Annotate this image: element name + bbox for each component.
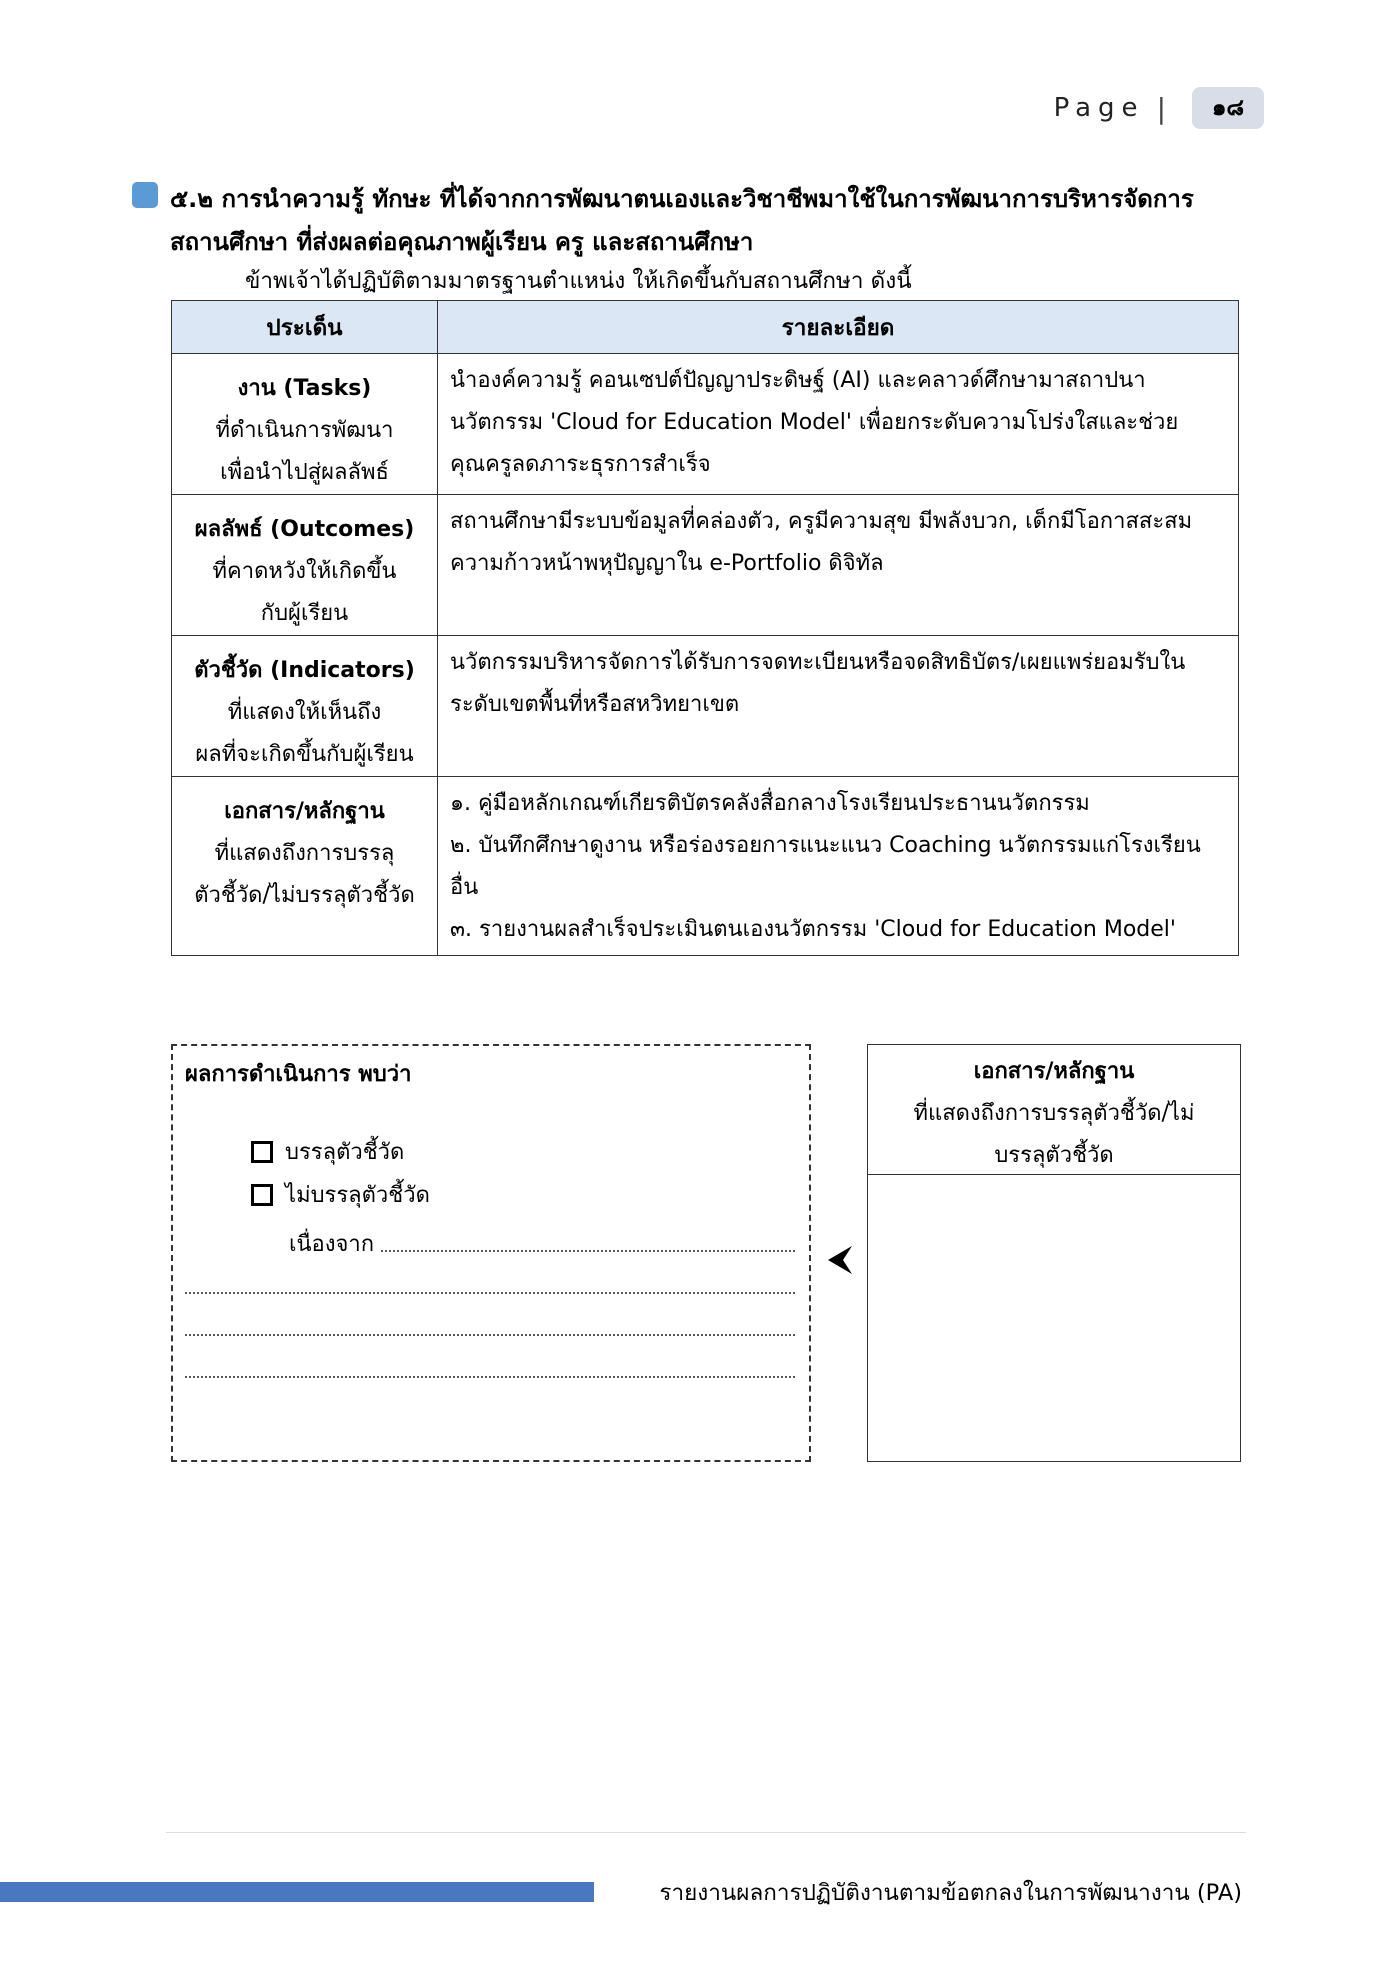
table-row	[172, 636, 1239, 777]
evidence-header	[868, 1045, 1240, 1175]
evidence-item: ๓. รายงานผลสำเร็จประเมินตนเองนวัตกรรม 'Cloud for Education Model'	[450, 917, 1176, 942]
topic-title: เอกสาร/หลักฐาน	[224, 799, 385, 824]
page-separator: |	[1156, 91, 1166, 125]
table-row	[172, 354, 1239, 495]
detail-cell: สถานศึกษามีระบบข้อมูลที่คล่องตัว, ครูมีความสุข มีพลังบวก, เด็กมีโอกาสสะสมความก้าวหน้าพหุปัญญาใน e-Portfolio ดิจิทัล	[438, 495, 1239, 636]
footer-text: รายงานผลการปฏิบัติงานตามข้อตกลงในการพัฒนางาน (PA)	[659, 1880, 1242, 1906]
topic-sub: ที่ดำเนินการพัฒนา	[215, 418, 394, 443]
section-heading: ๕.๒ การนำความรู้ ทักษะ ที่ได้จากการพัฒนาตนเองและวิชาชีพมาใช้ในการพัฒนาการบริหารจัดการสถานศึกษา ที่ส่งผลต่อคุณภาพผู้เรียน ครู และสถานศึกษา	[170, 185, 1194, 256]
evidence-content-area[interactable]	[868, 1175, 1240, 1461]
page-label: Page	[1053, 93, 1145, 123]
criteria-table	[171, 300, 1239, 956]
topic-cell	[172, 354, 438, 495]
fill-line[interactable]	[185, 1374, 795, 1378]
topic-title: ตัวชี้วัด (Indicators)	[194, 658, 415, 683]
arrow-left-icon	[826, 1242, 854, 1278]
because-label: เนื่องจาก	[289, 1232, 375, 1257]
option-not-met[interactable]	[251, 1177, 430, 1212]
intro-text: ข้าพเจ้าได้ปฏิบัติตามมาตรฐานตำแหน่ง ให้เกิดขึ้นกับสถานศึกษา ดังนี้	[245, 268, 912, 294]
detail-cell	[438, 777, 1239, 956]
evidence-box	[867, 1044, 1241, 1462]
detail-cell: นำองค์ความรู้ คอนเซปต์ปัญญาประดิษฐ์ (AI) และคลาวด์ศึกษามาสถาปนานวัตกรรม 'Cloud for Education Model' เพื่อยกระดับความโปร่งใสและช่วยคุณครูลดภาระธุรการสำเร็จ	[438, 354, 1239, 495]
topic-sub: ที่คาดหวังให้เกิดขึ้น	[212, 559, 397, 584]
topic-sub: ที่แสดงถึงการบรรลุ	[214, 841, 395, 866]
topic-title: งาน (Tasks)	[237, 376, 372, 401]
option-met-label: บรรลุตัวชี้วัด	[285, 1140, 405, 1165]
topic-cell	[172, 495, 438, 636]
result-box	[171, 1044, 811, 1462]
column-header-topic: ประเด็น	[172, 301, 438, 354]
topic-sub: เพื่อนำไปสู่ผลลัพธ์	[220, 460, 389, 485]
detail-cell: นวัตกรรมบริหารจัดการได้รับการจดทะเบียนหรือจดสิทธิบัตร/เผยแพร่ยอมรับในระดับเขตพื้นที่หรือสหวิทยาเขต	[438, 636, 1239, 777]
checkbox-not-met[interactable]	[251, 1184, 273, 1206]
evidence-title: เอกสาร/หลักฐาน	[973, 1059, 1135, 1084]
fill-line[interactable]	[185, 1290, 795, 1294]
footer-accent-bar	[0, 1882, 594, 1902]
topic-title: ผลลัพธ์ (Outcomes)	[194, 517, 415, 542]
topic-sub: ตัวชี้วัด/ไม่บรรลุตัวชี้วัด	[194, 883, 415, 908]
evidence-item: ๑. คู่มือหลักเกณฑ์เกียรติบัตรคลังสื่อกลางโรงเรียนประธานนวัตกรรม	[450, 791, 1090, 816]
fill-line[interactable]	[185, 1332, 795, 1336]
topic-sub: ผลที่จะเกิดขึ้นกับผู้เรียน	[195, 742, 414, 767]
result-title: ผลการดำเนินการ พบว่า	[185, 1062, 412, 1087]
evidence-item: ๒. บันทึกศึกษาดูงาน หรือร่องรอยการแนะแนว Coaching นวัตกรรมแก่โรงเรียนอื่น	[450, 833, 1201, 900]
page-header	[1054, 86, 1264, 130]
topic-sub: ที่แสดงให้เห็นถึง	[227, 700, 382, 725]
footer-divider	[166, 1832, 1246, 1833]
topic-cell	[172, 777, 438, 956]
fill-line[interactable]	[381, 1248, 795, 1252]
evidence-line: ที่แสดงถึงการบรรลุตัวชี้วัด/ไม่	[913, 1101, 1195, 1126]
column-header-detail: รายละเอียด	[438, 301, 1239, 354]
option-not-met-label: ไม่บรรลุตัวชี้วัด	[285, 1183, 430, 1208]
checkbox-met[interactable]	[251, 1141, 273, 1163]
section-marker-icon	[132, 182, 158, 208]
table-header-row	[172, 301, 1239, 354]
topic-cell	[172, 636, 438, 777]
table-row	[172, 777, 1239, 956]
evidence-line: บรรลุตัวชี้วัด	[994, 1143, 1114, 1168]
page-number: ๑๘	[1192, 87, 1264, 129]
option-met[interactable]	[251, 1134, 404, 1169]
topic-sub: กับผู้เรียน	[260, 601, 349, 626]
table-row	[172, 495, 1239, 636]
